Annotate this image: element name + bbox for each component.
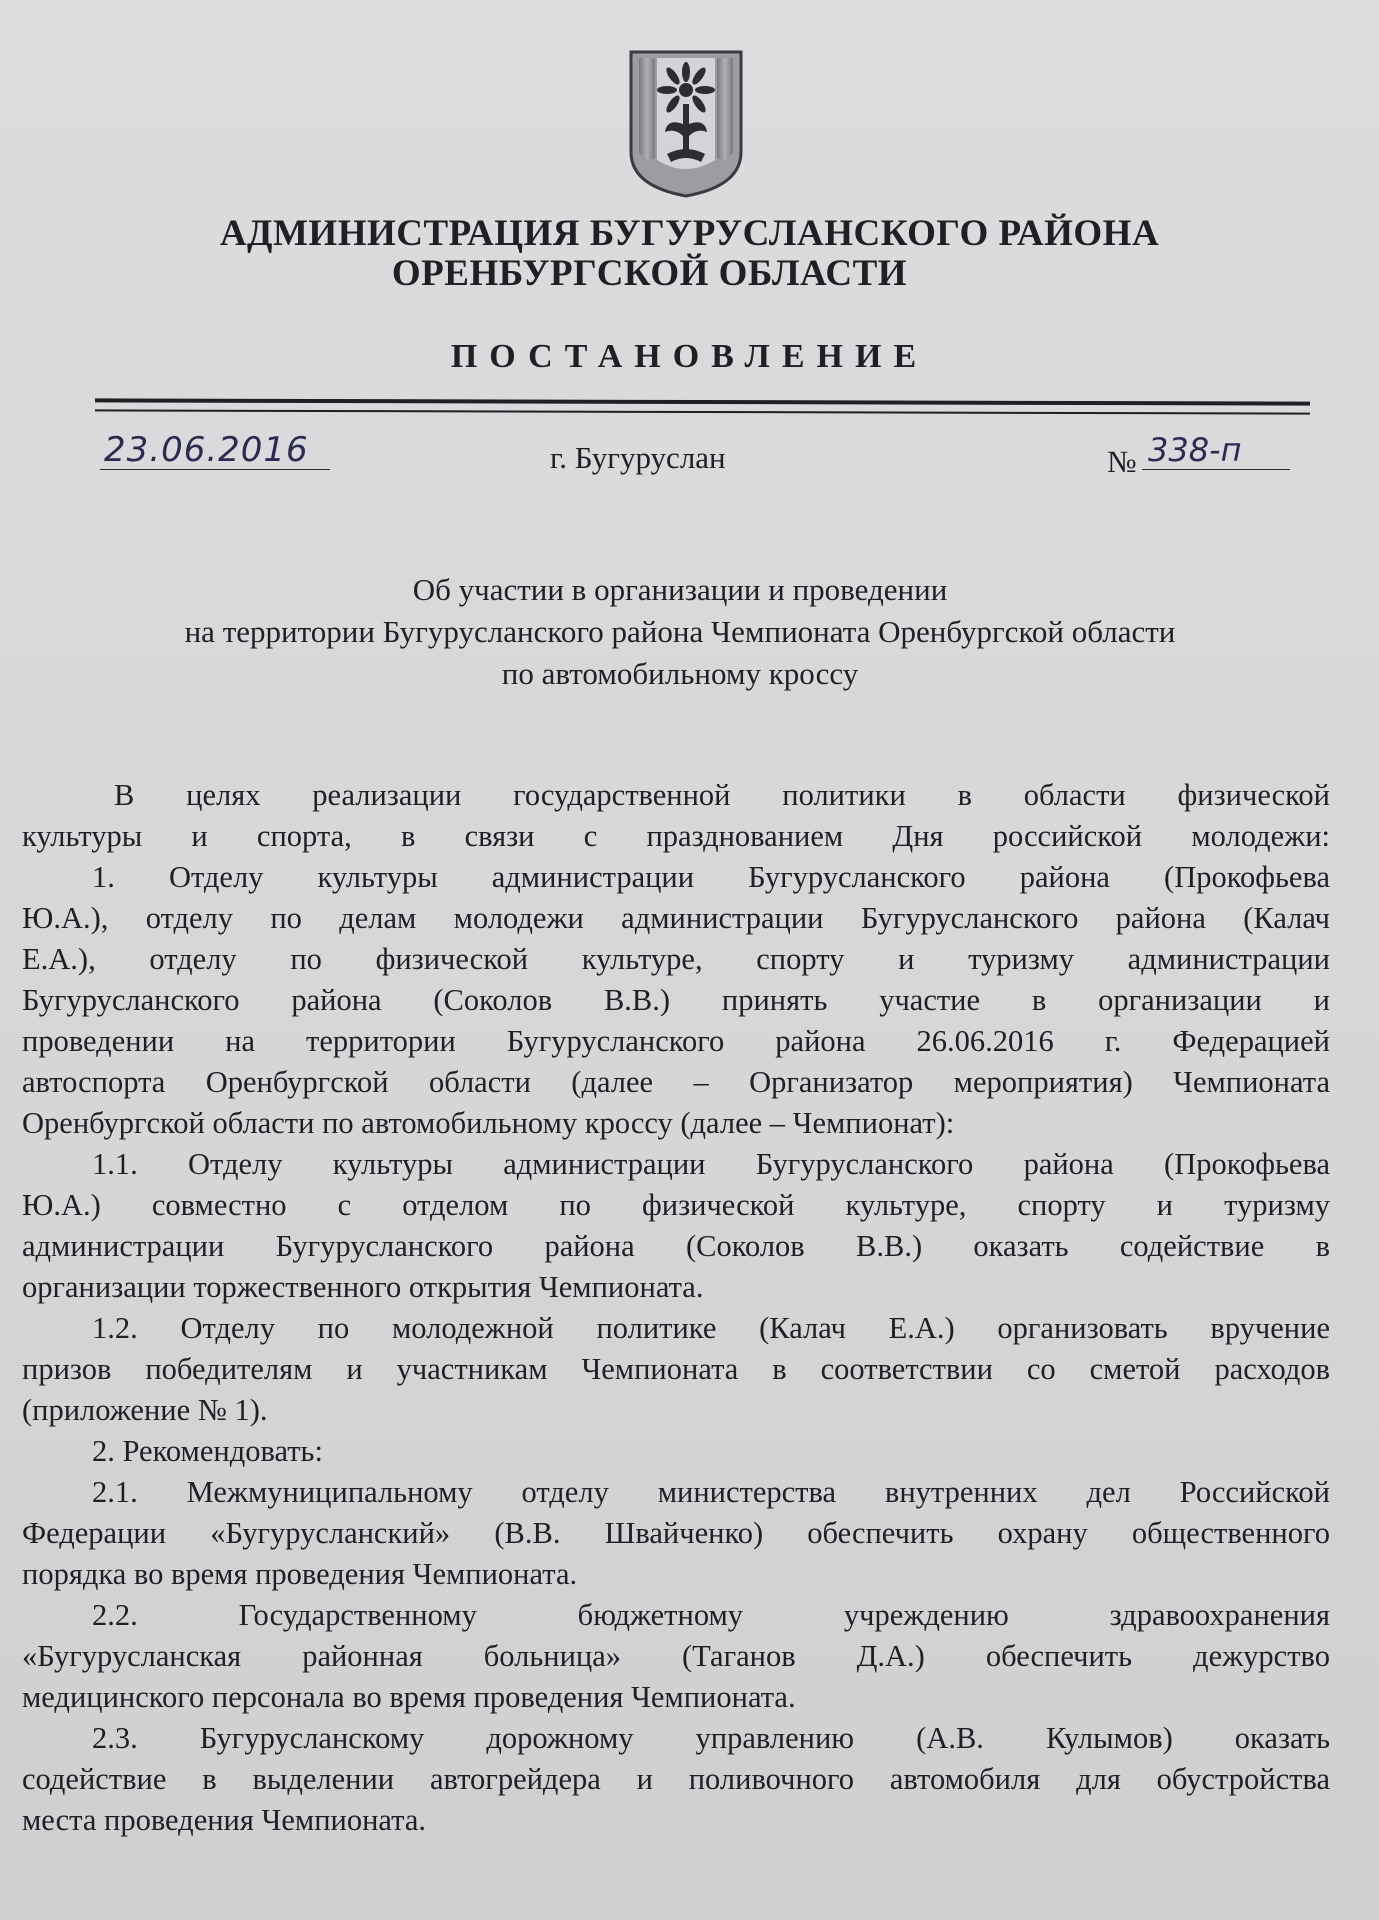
org-name-line2: ОРЕНБУРГСКОЙ ОБЛАСТИ: [391, 253, 908, 294]
coat-of-arms-icon: [627, 48, 745, 198]
body-line: призов победителям и участникам Чемпионата в соответствии со сметой расходов: [22, 1352, 1330, 1386]
document-title-line: Об участии в организации и проведении: [412, 572, 948, 607]
body-line: Федерации «Бугурусланский» (В.В. Швайченко) обеспечить охрану общественного: [22, 1516, 1330, 1550]
body-line: автоспорта Оренбургской области (далее – Организатор мероприятия) Чемпионата: [22, 1065, 1330, 1099]
body-line: 2.3. Бугурусланскому дорожному управлению (А.В. Кулымов) оказать: [92, 1721, 1330, 1755]
number-label: №: [1107, 444, 1137, 479]
document-city: г. Бугуруслан: [550, 440, 726, 475]
body-line: 1.1. Отделу культуры администрации Бугурусланского района (Прокофьева: [92, 1147, 1330, 1181]
body-line: «Бугурусланская районная больница» (Таганов Д.А.) обеспечить дежурство: [22, 1639, 1330, 1673]
body-line: Е.А.), отделу по физической культуре, спорту и туризму администрации: [22, 942, 1330, 976]
document-number: 338-п: [1142, 430, 1290, 470]
body-line: организации торжественного открытия Чемпионата.: [22, 1270, 704, 1304]
body-line: 2.2. Государственному бюджетному учреждению здравоохранения: [92, 1598, 1330, 1632]
document-type: ПОСТАНОВЛЕНИЕ: [450, 338, 929, 375]
header-rule-thick: [95, 398, 1310, 405]
org-name-line1: АДМИНИСТРАЦИЯ БУГУРУСЛАНСКОГО РАЙОНА: [219, 213, 1160, 254]
body-line: Ю.А.) совместно с отделом по физической культуре, спорту и туризму: [22, 1188, 1330, 1222]
body-line: медицинского персонала во время проведения Чемпионата.: [22, 1680, 796, 1714]
body-line: Бугурусланского района (Соколов В.В.) принять участие в организации и: [22, 983, 1330, 1017]
body-line: проведении на территории Бугурусланского района 26.06.2016 г. Федерацией: [22, 1024, 1330, 1058]
body-line: В целях реализации государственной политики в области физической: [114, 778, 1330, 812]
body-line: 2. Рекомендовать:: [92, 1434, 323, 1468]
body-line: 1. Отделу культуры администрации Бугурусланского района (Прокофьева: [92, 860, 1330, 894]
body-line: администрации Бугурусланского района (Соколов В.В.) оказать содействие в: [22, 1229, 1330, 1263]
body-line: Ю.А.), отделу по делам молодежи администрации Бугурусланского района (Калач: [22, 901, 1330, 935]
body-line: 1.2. Отделу по молодежной политике (Калач Е.А.) организовать вручение: [92, 1311, 1330, 1345]
body-line: (приложение № 1).: [22, 1393, 268, 1427]
document-title-line: по автомобильному кроссу: [501, 656, 859, 691]
body-line: содействие в выделении автогрейдера и поливочного автомобиля для обустройства: [22, 1762, 1330, 1796]
document-date: 23.06.2016: [100, 430, 330, 470]
body-line: порядка во время проведения Чемпионата.: [22, 1557, 578, 1591]
header-rule-thin: [95, 409, 1310, 414]
body-line: 2.1. Межмуниципальному отделу министерства внутренних дел Российской: [92, 1475, 1330, 1509]
body-line: места проведения Чемпионата.: [22, 1803, 427, 1837]
body-line: культуры и спорта, в связи с празднованием Дня российской молодежи:: [22, 819, 1330, 853]
body-line: Оренбургской области по автомобильному кроссу (далее – Чемпионат):: [22, 1106, 955, 1140]
document-title-line: на территории Бугурусланского района Чемпионата Оренбургской области: [184, 614, 1176, 649]
